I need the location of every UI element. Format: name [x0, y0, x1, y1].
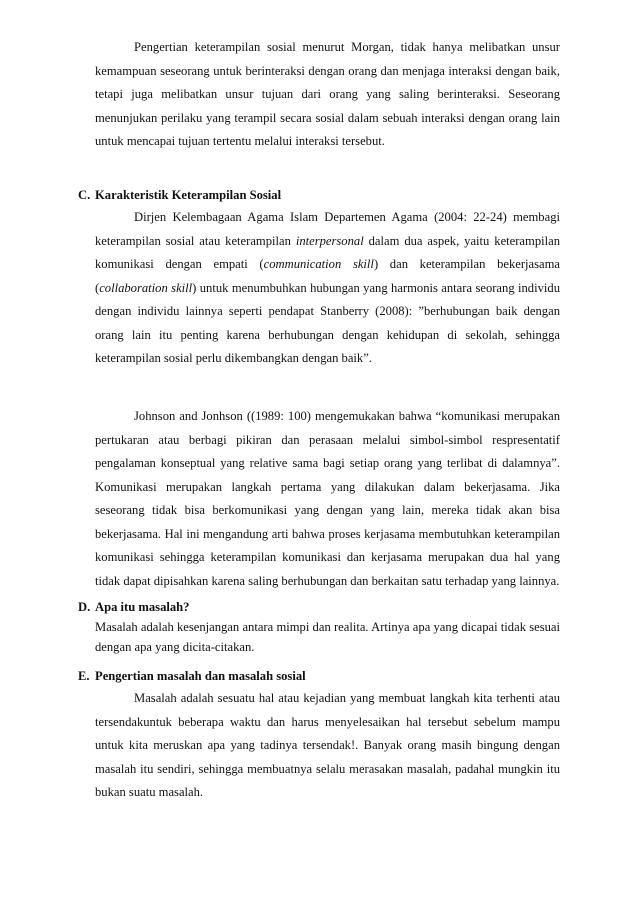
- heading-letter: E.: [78, 669, 90, 683]
- paragraph-masalah-sosial: [95, 687, 560, 805]
- italic-term: collaboration skill: [99, 280, 193, 295]
- heading-section-e: [78, 667, 568, 685]
- italic-term: interpersonal: [295, 233, 364, 248]
- heading-section-c: [78, 186, 568, 204]
- paragraph-text: Dirjen Kelembagaan Agama Islam Departemen Agama (2004: 22-24) membagi keterampilan sosial atau keterampilan: [95, 210, 560, 248]
- heading-title: Karakteristik Keterampilan Sosial: [95, 188, 282, 202]
- paragraph-morgan-text: Pengertian keterampilan sosial menurut Morgan, tidak hanya melibatkan unsur kemampuan seseorang untuk berinteraksi dengan orang dan menjaga interaksi dengan baik, tetapi juga melibatkan unsur tujuan dari orang yang saling berinteraksi. Seseorang menunjukan perilaku yang terampil secara sosial dalam sebuah interaksi dengan orang lain untuk mencapai tujuan tertentu melalui interaksi tersebut.: [95, 40, 560, 148]
- paragraph-text: dalam dua aspek, yaitu keterampilan komunikasi dengan empati (: [95, 233, 561, 271]
- paragraph-masalah-definition-text: Masalah adalah kesenjangan antara mimpi dan realita. Artinya apa yang dicapai tidak sesuai dengan apa yang dicita-citakan.: [95, 620, 560, 654]
- heading-title: Apa itu masalah?: [95, 600, 190, 614]
- paragraph-text: ) untuk menumbuhkan hubungan yang harmonis antara seorang individu dengan individu lainnya seperti pendapat Stanberry (2008): ”berhubungan baik dengan orang lain itu penting karena berhubungan dengan kehidupan di sekolah, sehingga keterampilan sosial perlu dikembangkan dengan baik”.: [95, 280, 560, 365]
- paragraph-dirjen: [95, 206, 560, 371]
- heading-section-d: [78, 598, 568, 616]
- italic-term: communication skill: [263, 257, 374, 271]
- paragraph-johnson: [95, 405, 560, 593]
- paragraph-morgan: [95, 36, 560, 154]
- paragraph-masalah-sosial-text: Masalah adalah sesuatu hal atau kejadian yang membuat langkah kita terhenti atau tersendakuntuk beberapa waktu dan harus menyelesaikan hal tersebut sebelum mampu untuk kita meruskan apa yang tadinya tersendak!. Banyak orang masih bingung dengan masalah itu sendiri, sehingga membuatnya selalu merasakan masalah, padahal mungkin itu bukan suatu masalah.: [95, 691, 560, 799]
- paragraph-johnson-text: Johnson and Jonhson ((1989: 100) mengemukakan bahwa “komunikasi merupakan pertukaran atau berbagi pikiran dan perasaan melalui simbol-simbol respresentatif pengalaman konseptual yang relative sama bagi setiap orang yang terlibat di dalamnya”. Komunikasi merupakan langkah pertama yang dilakukan dalam bekerjasama. Jika seseorang tidak bisa berkomunikasi yang dengan yang lain, mereka tidak akan bisa bekerjasama. Hal ini mengandung arti bahwa proses kerjasama membutuhkan keterampilan komunikasi sehingga keterampilan komunikasi dan kerjasama merupakan dua hal yang tidak dapat dipisahkan karena saling berhubungan dan berkaitan satu terhadap yang lainnya.: [95, 409, 560, 588]
- paragraph-text: ) dan keterampilan bekerjasama (: [95, 257, 560, 295]
- heading-letter: D.: [78, 600, 91, 614]
- heading-title: Pengertian masalah dan masalah sosial: [95, 669, 306, 683]
- heading-letter: C.: [78, 188, 91, 202]
- paragraph-masalah-definition: [95, 617, 560, 657]
